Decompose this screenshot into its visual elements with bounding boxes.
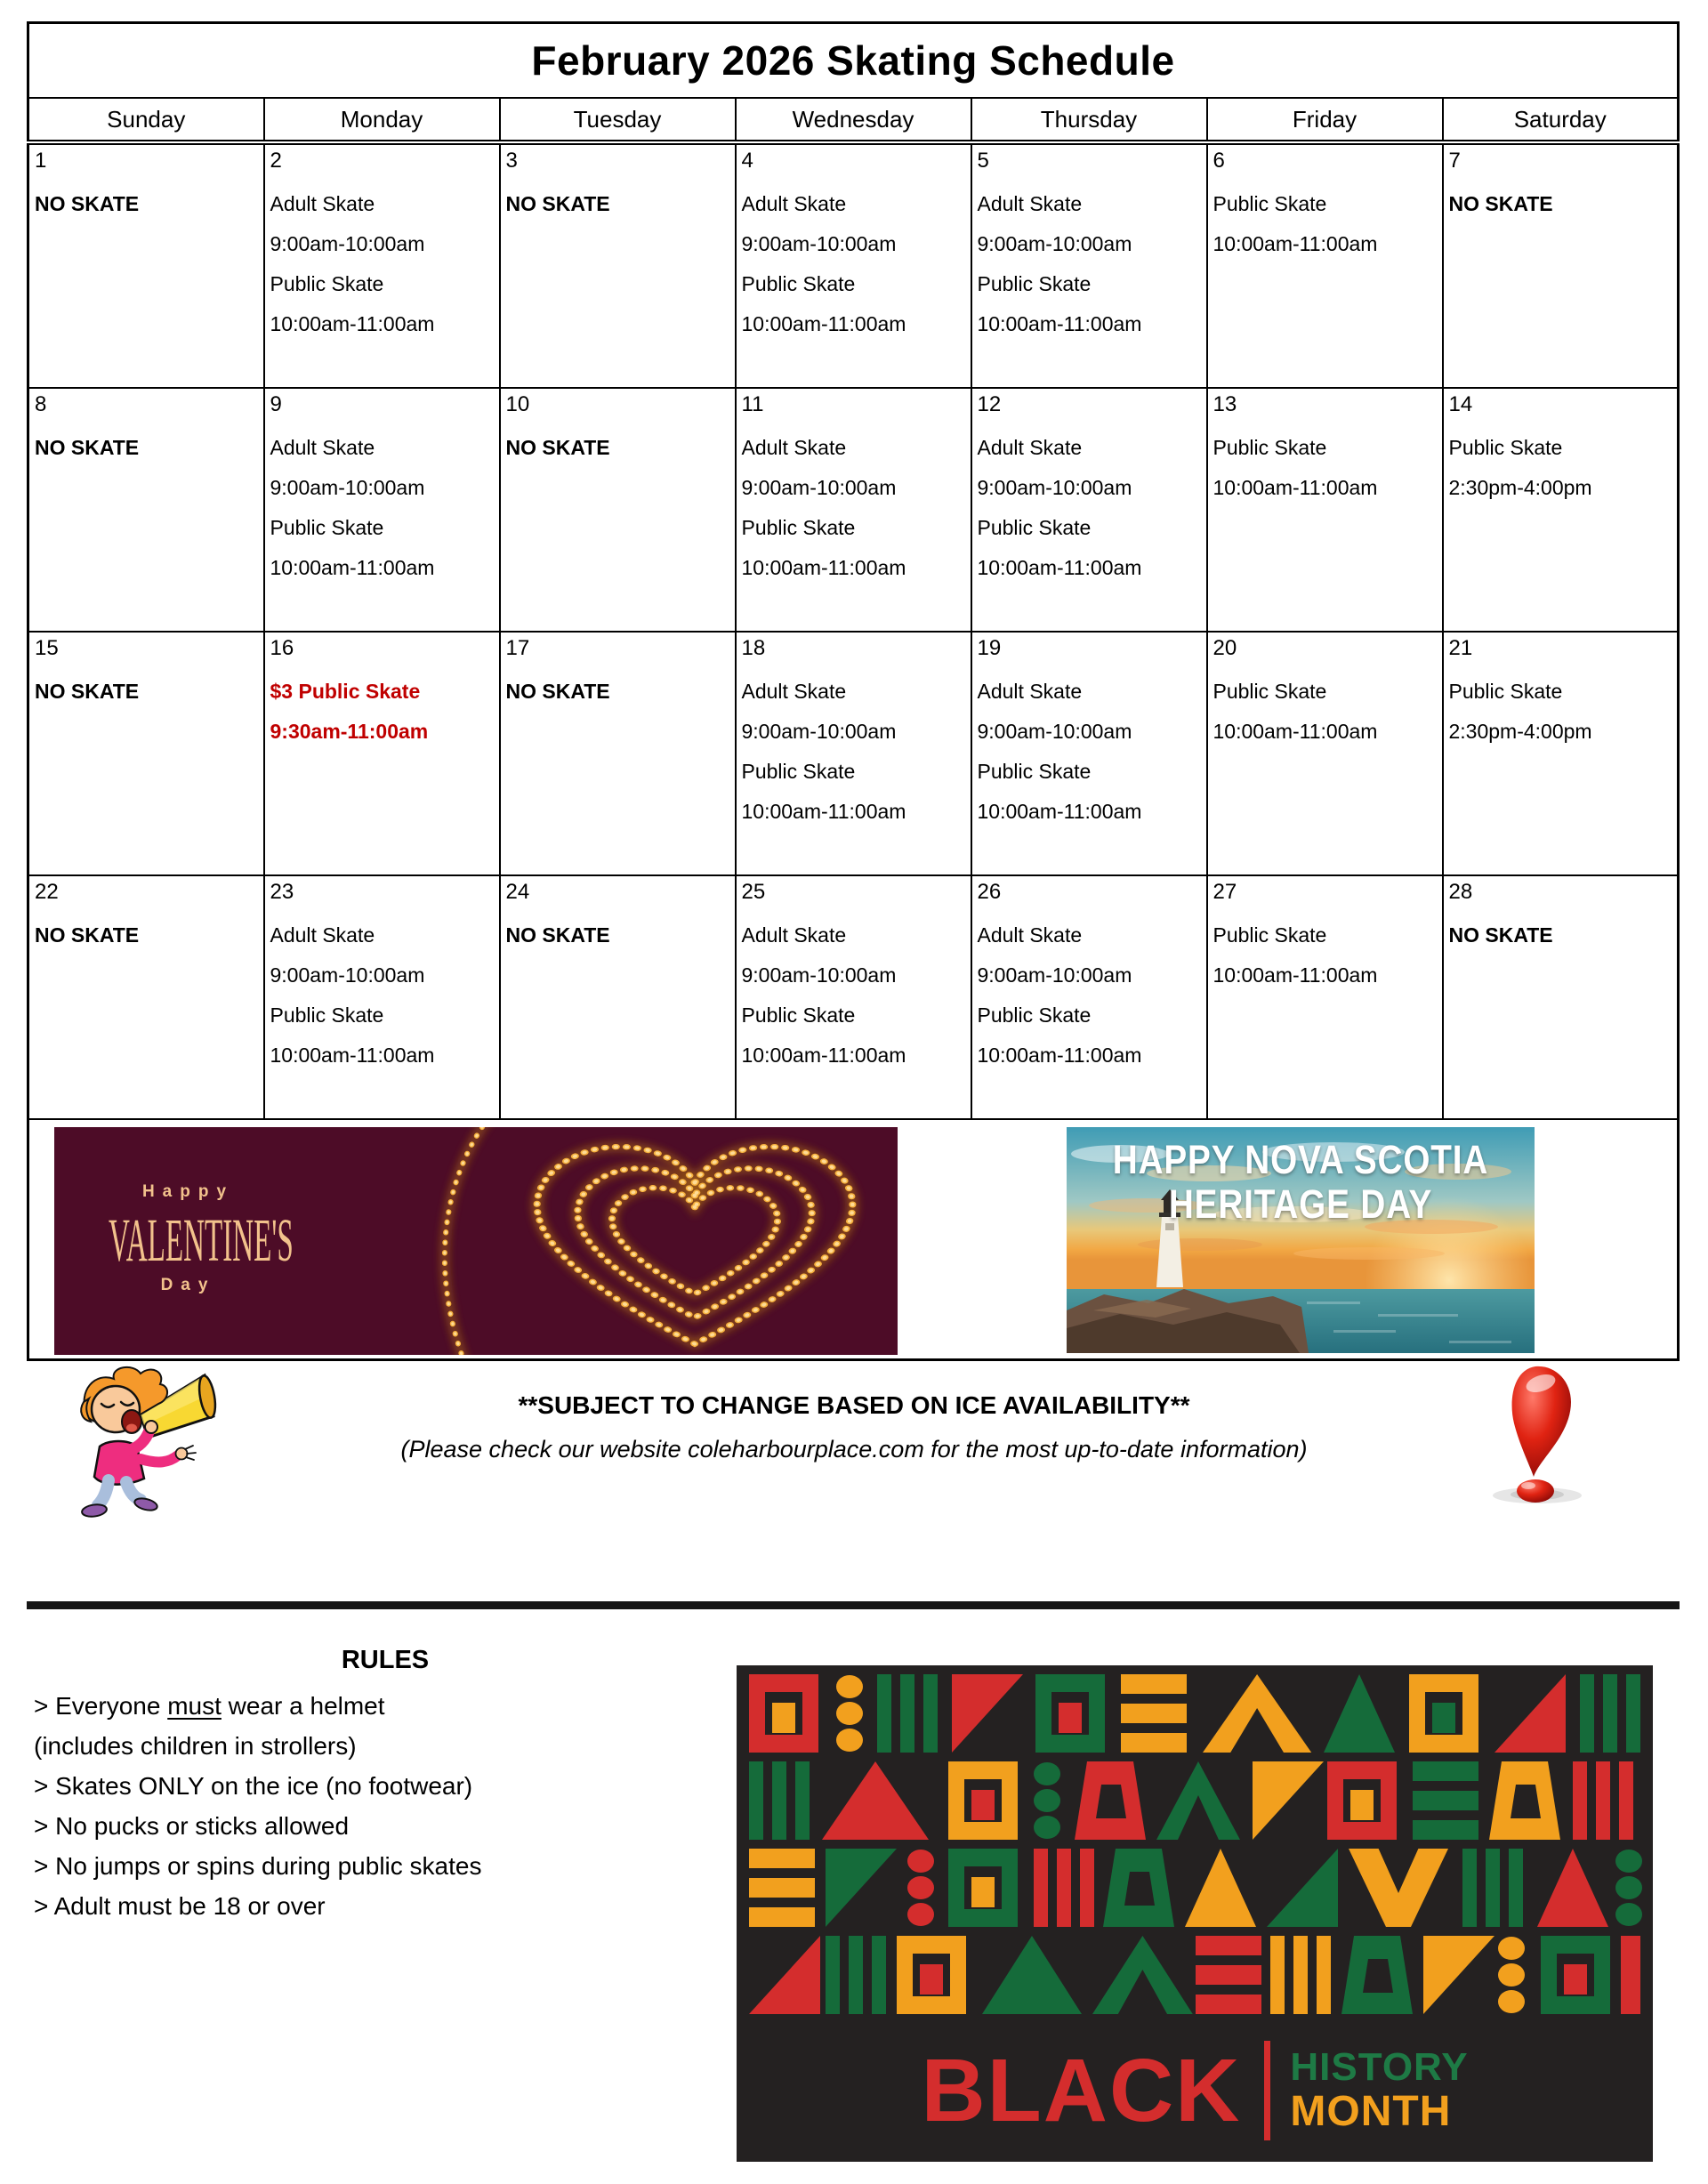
event-line: 10:00am-11:00am xyxy=(977,556,1142,579)
event-line: Adult Skate xyxy=(977,436,1083,459)
rule-item-4: > No pucks or sticks allowed xyxy=(34,1812,350,1840)
event-line: Adult Skate xyxy=(741,436,847,459)
bhm-history-month-block xyxy=(1290,2047,1468,2134)
week-row-3 xyxy=(28,632,1679,875)
event-line: 9:00am-10:00am xyxy=(270,232,425,255)
event-line: 2:30pm-4:00pm xyxy=(1448,476,1592,499)
valentines-happy-text: Happy xyxy=(141,1182,235,1201)
weekday-header-tuesday: Tuesday xyxy=(500,98,736,142)
event-line: 10:00am-11:00am xyxy=(270,312,435,335)
day-number: 11 xyxy=(741,392,764,416)
event-line: Public Skate xyxy=(977,516,1092,539)
bhm-black-text: BLACK xyxy=(921,2041,1242,2140)
day-number: 15 xyxy=(35,636,59,660)
calendar-cell-11 xyxy=(736,388,971,632)
day-number: 26 xyxy=(977,880,1002,904)
sparkle-heart-icon xyxy=(312,1127,898,1355)
valentines-day-text: Day xyxy=(160,1276,216,1294)
rules-section xyxy=(34,1646,737,1926)
event-line: Public Skate xyxy=(741,272,856,295)
day-number: 13 xyxy=(1213,392,1237,416)
calendar-cell-23 xyxy=(264,875,500,1119)
event-line: 9:00am-10:00am xyxy=(977,720,1132,743)
rule-item-5: > No jumps or spins during public skates xyxy=(34,1852,482,1880)
event-line: 9:00am-10:00am xyxy=(741,720,897,743)
event-line: Adult Skate xyxy=(977,680,1083,703)
event-line: Public Skate xyxy=(1448,436,1563,459)
event-line: Public Skate xyxy=(1213,680,1327,703)
no-skate-label: NO SKATE xyxy=(35,436,140,459)
calendar-cell-13 xyxy=(1207,388,1443,632)
event-line: 9:00am-10:00am xyxy=(270,476,425,499)
event-line: Public Skate xyxy=(977,760,1092,783)
no-skate-label: NO SKATE xyxy=(1448,923,1553,947)
rule-item-6: > Adult must be 18 or over xyxy=(34,1892,326,1920)
weekday-header-monday: Monday xyxy=(264,98,500,142)
event-line: 9:00am-10:00am xyxy=(977,232,1132,255)
weekday-header-saturday: Saturday xyxy=(1443,98,1679,142)
heritage-line2: HERITAGE DAY xyxy=(1168,1181,1433,1227)
calendar-cell-17 xyxy=(500,632,736,875)
calendar-cell-16 xyxy=(264,632,500,875)
calendar-cell-27 xyxy=(1207,875,1443,1119)
calendar-cell-5 xyxy=(971,142,1207,388)
event-line: 10:00am-11:00am xyxy=(1213,963,1378,987)
event-line: Adult Skate xyxy=(270,923,375,947)
event-line: Public Skate xyxy=(741,516,856,539)
event-line: 9:00am-10:00am xyxy=(741,232,897,255)
event-line: Public Skate xyxy=(270,516,384,539)
event-line: Public Skate xyxy=(977,272,1092,295)
day-number: 12 xyxy=(977,392,1002,416)
calendar-table xyxy=(27,21,1680,1361)
week-row-1 xyxy=(28,142,1679,388)
day-number: 9 xyxy=(270,392,282,416)
no-skate-label: NO SKATE xyxy=(505,192,610,215)
valentines-text-block xyxy=(79,1182,294,1295)
no-skate-label: NO SKATE xyxy=(505,680,610,703)
event-line: 10:00am-11:00am xyxy=(741,312,906,335)
rule-item-3: > Skates ONLY on the ice (no footwear) xyxy=(34,1772,473,1800)
calendar-cell-9 xyxy=(264,388,500,632)
calendar-cell-6 xyxy=(1207,142,1443,388)
day-number: 4 xyxy=(741,149,753,173)
day-number: 23 xyxy=(270,880,294,904)
event-line: 9:00am-10:00am xyxy=(741,476,897,499)
week-row-4 xyxy=(28,875,1679,1119)
valentines-main-text: VALENTINE'S xyxy=(109,1205,294,1274)
page-title: February 2026 Skating Schedule xyxy=(28,23,1679,99)
megaphone-kid-icon xyxy=(69,1365,219,1518)
calendar-cell-2 xyxy=(264,142,500,388)
calendar-cell-7 xyxy=(1443,142,1679,388)
event-line: Public Skate xyxy=(977,1003,1092,1027)
event-line: 10:00am-11:00am xyxy=(1213,232,1378,255)
bhm-text-band xyxy=(737,2019,1653,2162)
weekday-header-thursday: Thursday xyxy=(971,98,1207,142)
event-line: Adult Skate xyxy=(977,192,1083,215)
day-number: 14 xyxy=(1448,392,1473,416)
section-divider xyxy=(27,1601,1680,1609)
day-number: 28 xyxy=(1448,880,1473,904)
event-line: 10:00am-11:00am xyxy=(270,556,435,579)
day-number: 22 xyxy=(35,880,59,904)
event-line: 9:00am-10:00am xyxy=(741,963,897,987)
heritage-text-block xyxy=(1100,1138,1502,1227)
event-line: 10:00am-11:00am xyxy=(741,1044,906,1067)
valentines-banner xyxy=(54,1127,898,1355)
calendar-cell-1 xyxy=(28,142,264,388)
rules-list xyxy=(34,1686,737,1926)
heritage-line1: HAPPY NOVA SCOTIA xyxy=(1112,1137,1489,1182)
event-line: 10:00am-11:00am xyxy=(741,800,906,823)
no-skate-label: NO SKATE xyxy=(35,192,140,215)
calendar-cell-25 xyxy=(736,875,971,1119)
event-line: 10:00am-11:00am xyxy=(977,800,1142,823)
calendar-cell-26 xyxy=(971,875,1207,1119)
day-number: 17 xyxy=(505,636,530,660)
day-number: 24 xyxy=(505,880,530,904)
event-line: 10:00am-11:00am xyxy=(1213,720,1378,743)
event-line: 10:00am-11:00am xyxy=(270,1044,435,1067)
rule-item-1: > Everyone must wear a helmet xyxy=(34,1692,385,1720)
calendar-cell-3 xyxy=(500,142,736,388)
special-event-line: 9:30am-11:00am xyxy=(270,720,429,743)
event-line: 9:00am-10:00am xyxy=(270,963,425,987)
no-skate-label: NO SKATE xyxy=(35,680,140,703)
day-number: 7 xyxy=(1448,149,1461,173)
banner-cell xyxy=(28,1119,1679,1360)
event-line: Public Skate xyxy=(270,272,384,295)
calendar-cell-21 xyxy=(1443,632,1679,875)
calendar-cell-19 xyxy=(971,632,1207,875)
bhm-history-text: HISTORY xyxy=(1290,2045,1469,2089)
notice-sub: (Please check our website coleharbourplace.com for the most up-to-date information) xyxy=(400,1436,1308,1463)
no-skate-label: NO SKATE xyxy=(505,923,610,947)
week-row-2 xyxy=(28,388,1679,632)
event-line: 2:30pm-4:00pm xyxy=(1448,720,1592,743)
exclamation-icon xyxy=(1466,1359,1605,1512)
weekday-header-row xyxy=(28,98,1679,142)
no-skate-label: NO SKATE xyxy=(35,923,140,947)
black-history-month-poster xyxy=(737,1665,1653,2162)
event-line: Public Skate xyxy=(741,1003,856,1027)
rule-item-2: (includes children in strollers) xyxy=(34,1732,357,1760)
day-number: 16 xyxy=(270,636,294,660)
event-line: Adult Skate xyxy=(270,192,375,215)
event-line: 10:00am-11:00am xyxy=(977,1044,1142,1067)
event-line: Adult Skate xyxy=(741,192,847,215)
no-skate-label: NO SKATE xyxy=(1448,192,1553,215)
calendar-cell-20 xyxy=(1207,632,1443,875)
calendar-cell-15 xyxy=(28,632,264,875)
day-number: 5 xyxy=(977,149,989,173)
calendar-cell-12 xyxy=(971,388,1207,632)
weekday-header-wednesday: Wednesday xyxy=(736,98,971,142)
event-line: 9:00am-10:00am xyxy=(977,476,1132,499)
day-number: 3 xyxy=(505,149,518,173)
event-line: Public Skate xyxy=(1448,680,1563,703)
event-line: Adult Skate xyxy=(977,923,1083,947)
heritage-banner xyxy=(1067,1127,1535,1353)
special-event-line: $3 Public Skate xyxy=(270,680,421,703)
day-number: 25 xyxy=(741,880,766,904)
event-line: Adult Skate xyxy=(741,680,847,703)
event-line: Public Skate xyxy=(741,760,856,783)
day-number: 6 xyxy=(1213,149,1225,173)
day-number: 2 xyxy=(270,149,282,173)
event-line: Adult Skate xyxy=(741,923,847,947)
day-number: 21 xyxy=(1448,636,1473,660)
bhm-month-text: MONTH xyxy=(1290,2088,1452,2135)
african-geometric-pattern-icon xyxy=(737,1665,1653,2019)
calendar-cell-28 xyxy=(1443,875,1679,1119)
day-number: 1 xyxy=(35,149,47,173)
rules-heading: RULES xyxy=(341,1646,430,1674)
event-line: 10:00am-11:00am xyxy=(741,556,906,579)
event-line: 10:00am-11:00am xyxy=(977,312,1142,335)
event-line: Public Skate xyxy=(1213,436,1327,459)
bhm-divider-bar xyxy=(1264,2041,1270,2140)
calendar-cell-24 xyxy=(500,875,736,1119)
event-line: Public Skate xyxy=(1213,923,1327,947)
banner-row xyxy=(28,1119,1679,1360)
no-skate-label: NO SKATE xyxy=(505,436,610,459)
event-line: Public Skate xyxy=(270,1003,384,1027)
event-line: Adult Skate xyxy=(270,436,375,459)
day-number: 27 xyxy=(1213,880,1237,904)
calendar-cell-4 xyxy=(736,142,971,388)
calendar-cell-14 xyxy=(1443,388,1679,632)
weekday-header-friday: Friday xyxy=(1207,98,1443,142)
event-line: Public Skate xyxy=(1213,192,1327,215)
notice-main: **SUBJECT TO CHANGE BASED ON ICE AVAILABILITY** xyxy=(518,1391,1190,1419)
event-line: 10:00am-11:00am xyxy=(1213,476,1378,499)
calendar-cell-8 xyxy=(28,388,264,632)
calendar-cell-22 xyxy=(28,875,264,1119)
day-number: 19 xyxy=(977,636,1002,660)
day-number: 20 xyxy=(1213,636,1237,660)
day-number: 8 xyxy=(35,392,47,416)
day-number: 18 xyxy=(741,636,766,660)
title-row xyxy=(28,23,1679,99)
day-number: 10 xyxy=(505,392,530,416)
calendar-cell-10 xyxy=(500,388,736,632)
weekday-header-sunday: Sunday xyxy=(28,98,264,142)
event-line: 9:00am-10:00am xyxy=(977,963,1132,987)
calendar-cell-18 xyxy=(736,632,971,875)
